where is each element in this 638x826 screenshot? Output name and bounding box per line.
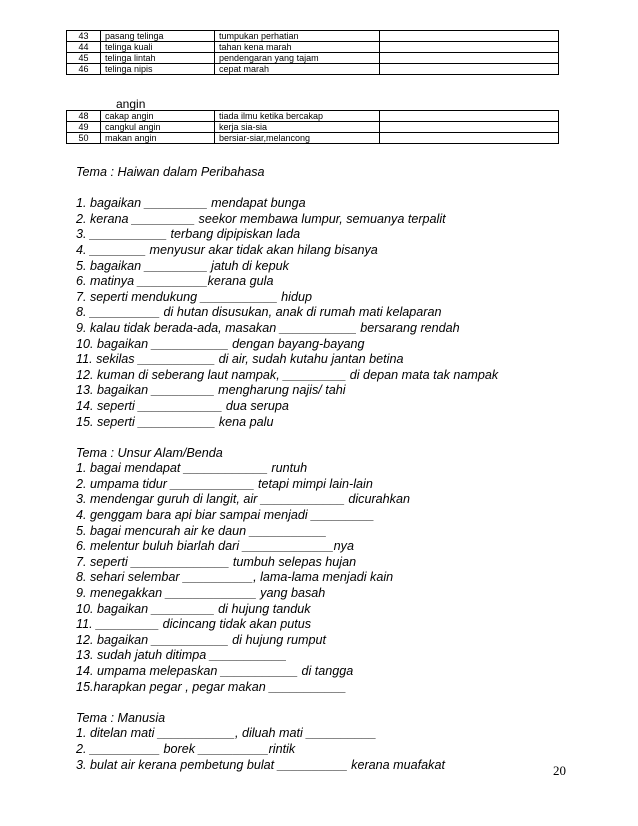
- exercise-item: 3. mendengar guruh di langit, air ____________ dicurahkan: [76, 492, 410, 507]
- exercise-item: 7. seperti mendukung ___________ hidup: [76, 289, 312, 304]
- table-row: [67, 53, 559, 64]
- exercise-item: 9. menegakkan _____________ yang basah: [76, 586, 326, 601]
- proverb-cell: makan angin: [101, 133, 215, 144]
- exercise-item: 5. bagai mencurah air ke daun ___________: [76, 523, 327, 538]
- exercise-item: 1. ditelan mati ___________, diluah mati __________: [76, 726, 377, 741]
- row-number: 46: [67, 64, 101, 75]
- table-row: [67, 31, 559, 42]
- proverb-cell: telinga lintah: [101, 53, 215, 64]
- exercise-item: 1. bagaikan _________ mendapat bunga: [76, 196, 306, 211]
- row-number: 48: [67, 111, 101, 122]
- exercise-item: 1. bagai mendapat ____________ runtuh: [76, 461, 308, 476]
- theme-animals: [76, 165, 498, 430]
- row-number: 43: [67, 31, 101, 42]
- row-number: 45: [67, 53, 101, 64]
- exercise-item: 6. melentur buluh biarlah dari _____________nya: [76, 539, 354, 554]
- table-row: [67, 133, 559, 144]
- empty-cell: [380, 122, 559, 133]
- exercise-item: 3. bulat air kerana pembetung bulat __________ kerana muafakat: [76, 757, 445, 772]
- section-heading: angin: [116, 97, 146, 111]
- meaning-cell: tumpukan perhatian: [215, 31, 380, 42]
- empty-cell: [380, 111, 559, 122]
- proverb-cell: telinga nipis: [101, 64, 215, 75]
- empty-cell: [380, 42, 559, 53]
- proverb-cell: telinga kuali: [101, 42, 215, 53]
- theme-humans: [76, 711, 498, 773]
- meaning-cell: tiada ilmu ketika bercakap: [215, 111, 380, 122]
- exercise-item: 15.harapkan pegar , pegar makan ___________: [76, 679, 347, 694]
- exercise-item: 5. bagaikan _________ jatuh di kepuk: [76, 258, 289, 273]
- exercise-item: 14. seperti ____________ dua serupa: [76, 398, 289, 413]
- meaning-cell: tahan kena marah: [215, 42, 380, 53]
- exercise-item: 11. sekilas ___________ di air, sudah kutahu jantan betina: [76, 352, 404, 367]
- proverb-cell: cangkul angin: [101, 122, 215, 133]
- exercise-item: 4. ________ menyusur akar tidak akan hilang bisanya: [76, 242, 378, 257]
- table-row: [67, 111, 559, 122]
- meaning-cell: pendengaran yang tajam: [215, 53, 380, 64]
- exercise-item: 11. _________ dicincang tidak akan putus: [76, 617, 312, 632]
- row-number: 44: [67, 42, 101, 53]
- exercise-item: 4. genggam bara api biar sampai menjadi _________: [76, 508, 375, 523]
- empty-cell: [380, 53, 559, 64]
- theme-nature-objects: [76, 446, 498, 696]
- proverb-cell: pasang telinga: [101, 31, 215, 42]
- theme-title: Tema : Manusia: [76, 710, 166, 725]
- exercise-item: 7. seperti ______________ tumbuh selepas hujan: [76, 554, 357, 569]
- exercise-item: 9. kalau tidak berada-ada, masakan ___________ bersarang rendah: [76, 320, 460, 335]
- exercise-item: 14. umpama melepaskan ___________ di tangga: [76, 664, 354, 678]
- exercise-item: 8. sehari selembar __________, lama-lama menjadi kain: [76, 570, 394, 585]
- exercise-item: 12. bagaikan ___________ di hujung rumput: [76, 632, 326, 647]
- proverb-exercises: [76, 165, 498, 773]
- empty-cell: [380, 31, 559, 42]
- exercise-item: 12. kuman di seberang laut nampak, _________ di depan mata tak nampak: [76, 367, 499, 382]
- page-number: 20: [553, 763, 566, 778]
- table-row: [67, 122, 559, 133]
- proverb-cell: cakap angin: [101, 111, 215, 122]
- theme-title: Tema : Haiwan dalam Peribahasa: [76, 165, 265, 179]
- row-number: 50: [67, 133, 101, 144]
- row-number: 49: [67, 122, 101, 133]
- exercise-item: 2. __________ borek __________rintik: [76, 741, 296, 756]
- exercise-item: 10. bagaikan _________ di hujung tanduk: [76, 601, 311, 616]
- exercise-item: 10. bagaikan ___________ dengan bayang-bayang: [76, 336, 365, 351]
- meaning-cell: kerja sia-sia: [215, 122, 380, 133]
- proverb-table-wind: [66, 110, 559, 144]
- exercise-item: 3. ___________ terbang dipipiskan lada: [76, 227, 301, 242]
- empty-cell: [380, 133, 559, 144]
- meaning-cell: bersiar-siar,melancong: [215, 133, 380, 144]
- theme-title: Tema : Unsur Alam/Benda: [76, 445, 223, 460]
- exercise-item: 13. bagaikan _________ mengharung najis/ tahi: [76, 383, 346, 398]
- meaning-cell: cepat marah: [215, 64, 380, 75]
- exercise-item: 6. matinya __________kerana gula: [76, 274, 274, 289]
- exercise-item: 13. sudah jatuh ditimpa ___________: [76, 648, 287, 663]
- exercise-item: 8. __________ di hutan disusukan, anak di rumah mati kelaparan: [76, 305, 442, 320]
- exercise-item: 2. kerana _________ seekor membawa lumpur, semuanya terpalit: [76, 211, 446, 226]
- exercise-item: 15. seperti ___________ kena palu: [76, 414, 274, 429]
- table-row: [67, 64, 559, 75]
- table-row: [67, 42, 559, 53]
- proverb-table-ear: [66, 30, 559, 75]
- exercise-item: 2. umpama tidur ____________ tetapi mimpi lain-lain: [76, 476, 373, 491]
- empty-cell: [380, 64, 559, 75]
